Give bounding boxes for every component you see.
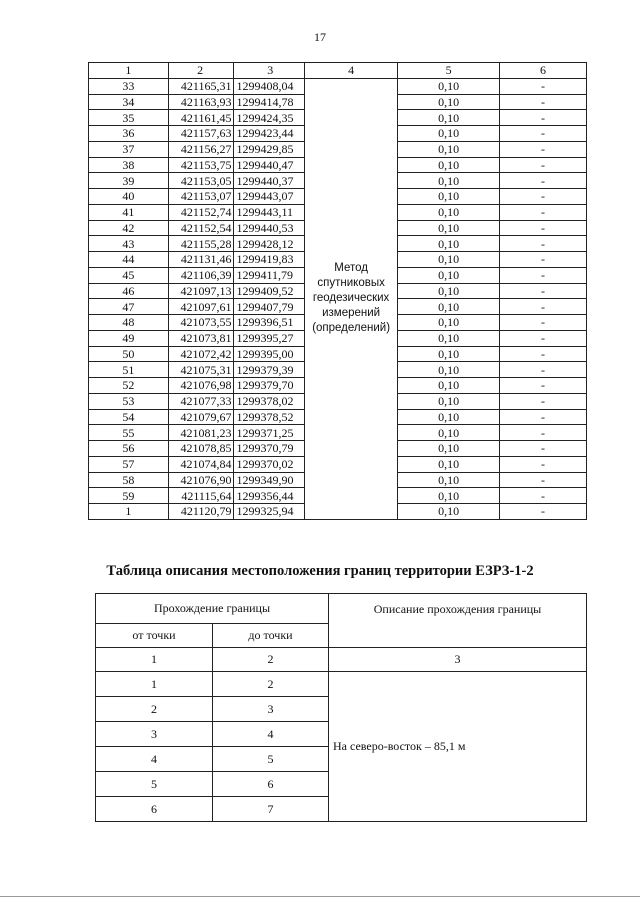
point-number-cell: 48 — [89, 315, 169, 331]
y-coordinate-cell: 1299378,02 — [234, 393, 305, 409]
note-cell: - — [500, 157, 587, 173]
x-coordinate-cell: 421097,13 — [168, 283, 234, 299]
x-coordinate-cell: 421075,31 — [168, 362, 234, 378]
accuracy-cell: 0,10 — [398, 283, 500, 299]
note-cell: - — [500, 220, 587, 236]
y-coordinate-cell: 1299424,35 — [234, 110, 305, 126]
accuracy-cell: 0,10 — [398, 393, 500, 409]
method-text-line: спутниковых — [317, 277, 385, 290]
y-coordinate-cell: 1299356,44 — [234, 488, 305, 504]
x-coordinate-cell: 421161,45 — [168, 110, 234, 126]
x-coordinate-cell: 421152,54 — [168, 220, 234, 236]
from-point-cell: 6 — [96, 797, 213, 822]
x-coordinate-cell: 421072,42 — [168, 346, 234, 362]
boundary-index-row — [96, 648, 587, 672]
coord-header-cell: 2 — [168, 63, 234, 79]
coord-header-cell: 5 — [398, 63, 500, 79]
coord-header-cell: 6 — [500, 63, 587, 79]
note-cell: - — [500, 126, 587, 142]
to-point-cell: 7 — [213, 797, 329, 822]
point-number-cell: 58 — [89, 472, 169, 488]
x-coordinate-cell: 421157,63 — [168, 126, 234, 142]
x-coordinate-cell: 421131,46 — [168, 252, 234, 268]
x-coordinate-cell: 421153,07 — [168, 189, 234, 205]
point-number-cell: 51 — [89, 362, 169, 378]
accuracy-cell: 0,10 — [398, 425, 500, 441]
method-cell — [305, 78, 398, 519]
from-point-cell: 4 — [96, 747, 213, 772]
accuracy-cell: 0,10 — [398, 189, 500, 205]
note-cell: - — [500, 204, 587, 220]
y-coordinate-cell: 1299440,53 — [234, 220, 305, 236]
y-coordinate-cell: 1299378,52 — [234, 409, 305, 425]
point-number-cell: 42 — [89, 220, 169, 236]
x-coordinate-cell: 421074,84 — [168, 456, 234, 472]
x-coordinate-cell: 421153,05 — [168, 173, 234, 189]
x-coordinate-cell: 421076,98 — [168, 378, 234, 394]
accuracy-cell: 0,10 — [398, 204, 500, 220]
accuracy-cell: 0,10 — [398, 236, 500, 252]
y-coordinate-cell: 1299371,25 — [234, 425, 305, 441]
point-number-cell: 52 — [89, 378, 169, 394]
accuracy-cell: 0,10 — [398, 173, 500, 189]
y-coordinate-cell: 1299370,02 — [234, 456, 305, 472]
note-cell: - — [500, 362, 587, 378]
note-cell: - — [500, 425, 587, 441]
accuracy-cell: 0,10 — [398, 299, 500, 315]
x-coordinate-cell: 421165,31 — [168, 78, 234, 94]
y-coordinate-cell: 1299419,83 — [234, 252, 305, 268]
point-number-cell: 40 — [89, 189, 169, 205]
to-point-cell: 2 — [213, 672, 329, 697]
accuracy-cell: 0,10 — [398, 488, 500, 504]
coord-header-row — [89, 63, 587, 79]
point-number-cell: 54 — [89, 409, 169, 425]
y-coordinate-cell: 1299423,44 — [234, 126, 305, 142]
note-cell: - — [500, 346, 587, 362]
x-coordinate-cell: 421081,23 — [168, 425, 234, 441]
index-cell: 3 — [329, 648, 587, 672]
boundary-header-row — [96, 594, 587, 624]
x-coordinate-cell: 421079,67 — [168, 409, 234, 425]
header-to: до точки — [213, 624, 329, 648]
point-number-cell: 57 — [89, 456, 169, 472]
y-coordinate-cell: 1299440,37 — [234, 173, 305, 189]
accuracy-cell: 0,10 — [398, 441, 500, 457]
coord-header-cell: 4 — [305, 63, 398, 79]
x-coordinate-cell: 421106,39 — [168, 267, 234, 283]
accuracy-cell: 0,10 — [398, 456, 500, 472]
page-number: 17 — [314, 30, 326, 44]
boundary-row — [96, 672, 587, 697]
y-coordinate-cell: 1299428,12 — [234, 236, 305, 252]
point-number-cell: 50 — [89, 346, 169, 362]
y-coordinate-cell: 1299395,00 — [234, 346, 305, 362]
note-cell: - — [500, 110, 587, 126]
note-cell: - — [500, 299, 587, 315]
note-cell: - — [500, 315, 587, 331]
accuracy-cell: 0,10 — [398, 78, 500, 94]
from-point-cell: 2 — [96, 697, 213, 722]
accuracy-cell: 0,10 — [398, 126, 500, 142]
x-coordinate-cell: 421152,74 — [168, 204, 234, 220]
y-coordinate-cell: 1299443,07 — [234, 189, 305, 205]
x-coordinate-cell: 421077,33 — [168, 393, 234, 409]
note-cell: - — [500, 441, 587, 457]
note-cell: - — [500, 94, 587, 110]
boundary-description-cell: На северо-восток – 85,1 м — [329, 672, 587, 822]
x-coordinate-cell: 421097,61 — [168, 299, 234, 315]
point-number-cell: 49 — [89, 330, 169, 346]
to-point-cell: 5 — [213, 747, 329, 772]
x-coordinate-cell: 421155,28 — [168, 236, 234, 252]
accuracy-cell: 0,10 — [398, 267, 500, 283]
note-cell: - — [500, 189, 587, 205]
from-point-cell: 3 — [96, 722, 213, 747]
method-text-line: Метод — [334, 262, 368, 275]
note-cell: - — [500, 393, 587, 409]
point-number-cell: 59 — [89, 488, 169, 504]
note-cell: - — [500, 472, 587, 488]
note-cell: - — [500, 283, 587, 299]
accuracy-cell: 0,10 — [398, 362, 500, 378]
point-number-cell: 33 — [89, 78, 169, 94]
x-coordinate-cell: 421115,64 — [168, 488, 234, 504]
note-cell: - — [500, 267, 587, 283]
y-coordinate-cell: 1299411,79 — [234, 267, 305, 283]
note-cell: - — [500, 409, 587, 425]
header-passage: Прохождение границы — [96, 594, 329, 624]
note-cell: - — [500, 330, 587, 346]
coordinates-table — [88, 62, 587, 520]
accuracy-cell: 0,10 — [398, 472, 500, 488]
y-coordinate-cell: 1299395,27 — [234, 330, 305, 346]
point-number-cell: 34 — [89, 94, 169, 110]
y-coordinate-cell: 1299429,85 — [234, 141, 305, 157]
index-cell: 2 — [213, 648, 329, 672]
to-point-cell: 6 — [213, 772, 329, 797]
note-cell: - — [500, 173, 587, 189]
x-coordinate-cell: 421076,90 — [168, 472, 234, 488]
x-coordinate-cell: 421163,93 — [168, 94, 234, 110]
point-number-cell: 55 — [89, 425, 169, 441]
boundary-table-title: Таблица описания местоположения границ территории ЕЗРЗ-1-2 — [106, 563, 534, 579]
coord-header-cell: 1 — [89, 63, 169, 79]
point-number-cell: 35 — [89, 110, 169, 126]
accuracy-cell: 0,10 — [398, 504, 500, 520]
accuracy-cell: 0,10 — [398, 110, 500, 126]
y-coordinate-cell: 1299440,47 — [234, 157, 305, 173]
x-coordinate-cell: 421156,27 — [168, 141, 234, 157]
y-coordinate-cell: 1299409,52 — [234, 283, 305, 299]
header-from: от точки — [96, 624, 213, 648]
point-number-cell: 38 — [89, 157, 169, 173]
method-text-line: измерений — [322, 307, 381, 320]
accuracy-cell: 0,10 — [398, 220, 500, 236]
point-number-cell: 45 — [89, 267, 169, 283]
accuracy-cell: 0,10 — [398, 157, 500, 173]
note-cell: - — [500, 141, 587, 157]
point-number-cell: 37 — [89, 141, 169, 157]
note-cell: - — [500, 252, 587, 268]
from-point-cell: 5 — [96, 772, 213, 797]
y-coordinate-cell: 1299349,90 — [234, 472, 305, 488]
to-point-cell: 4 — [213, 722, 329, 747]
accuracy-cell: 0,10 — [398, 141, 500, 157]
point-number-cell: 41 — [89, 204, 169, 220]
note-cell: - — [500, 456, 587, 472]
point-number-cell: 36 — [89, 126, 169, 142]
note-cell: - — [500, 504, 587, 520]
x-coordinate-cell: 421073,55 — [168, 315, 234, 331]
y-coordinate-cell: 1299443,11 — [234, 204, 305, 220]
x-coordinate-cell: 421153,75 — [168, 157, 234, 173]
method-text-line: геодезических — [312, 292, 390, 305]
y-coordinate-cell: 1299408,04 — [234, 78, 305, 94]
accuracy-cell: 0,10 — [398, 409, 500, 425]
y-coordinate-cell: 1299370,79 — [234, 441, 305, 457]
from-point-cell: 1 — [96, 672, 213, 697]
y-coordinate-cell: 1299407,79 — [234, 299, 305, 315]
point-number-cell: 46 — [89, 283, 169, 299]
y-coordinate-cell: 1299414,78 — [234, 94, 305, 110]
x-coordinate-cell: 421073,81 — [168, 330, 234, 346]
header-description: Описание прохождения границы — [329, 594, 587, 648]
x-coordinate-cell: 421120,79 — [168, 504, 234, 520]
point-number-cell: 47 — [89, 299, 169, 315]
note-cell: - — [500, 78, 587, 94]
y-coordinate-cell: 1299396,51 — [234, 315, 305, 331]
point-number-cell: 1 — [89, 504, 169, 520]
point-number-cell: 56 — [89, 441, 169, 457]
accuracy-cell: 0,10 — [398, 315, 500, 331]
note-cell: - — [500, 378, 587, 394]
y-coordinate-cell: 1299325,94 — [234, 504, 305, 520]
coord-header-cell: 3 — [234, 63, 305, 79]
y-coordinate-cell: 1299379,39 — [234, 362, 305, 378]
point-number-cell: 43 — [89, 236, 169, 252]
index-cell: 1 — [96, 648, 213, 672]
point-number-cell: 39 — [89, 173, 169, 189]
x-coordinate-cell: 421078,85 — [168, 441, 234, 457]
coord-row — [89, 78, 587, 94]
note-cell: - — [500, 488, 587, 504]
note-cell: - — [500, 236, 587, 252]
method-text-line: (определений) — [312, 322, 391, 335]
accuracy-cell: 0,10 — [398, 330, 500, 346]
y-coordinate-cell: 1299379,70 — [234, 378, 305, 394]
accuracy-cell: 0,10 — [398, 94, 500, 110]
point-number-cell: 53 — [89, 393, 169, 409]
accuracy-cell: 0,10 — [398, 346, 500, 362]
boundary-description-table — [95, 593, 587, 822]
point-number-cell: 44 — [89, 252, 169, 268]
accuracy-cell: 0,10 — [398, 252, 500, 268]
page-bottom-rule — [0, 896, 640, 897]
to-point-cell: 3 — [213, 697, 329, 722]
accuracy-cell: 0,10 — [398, 378, 500, 394]
